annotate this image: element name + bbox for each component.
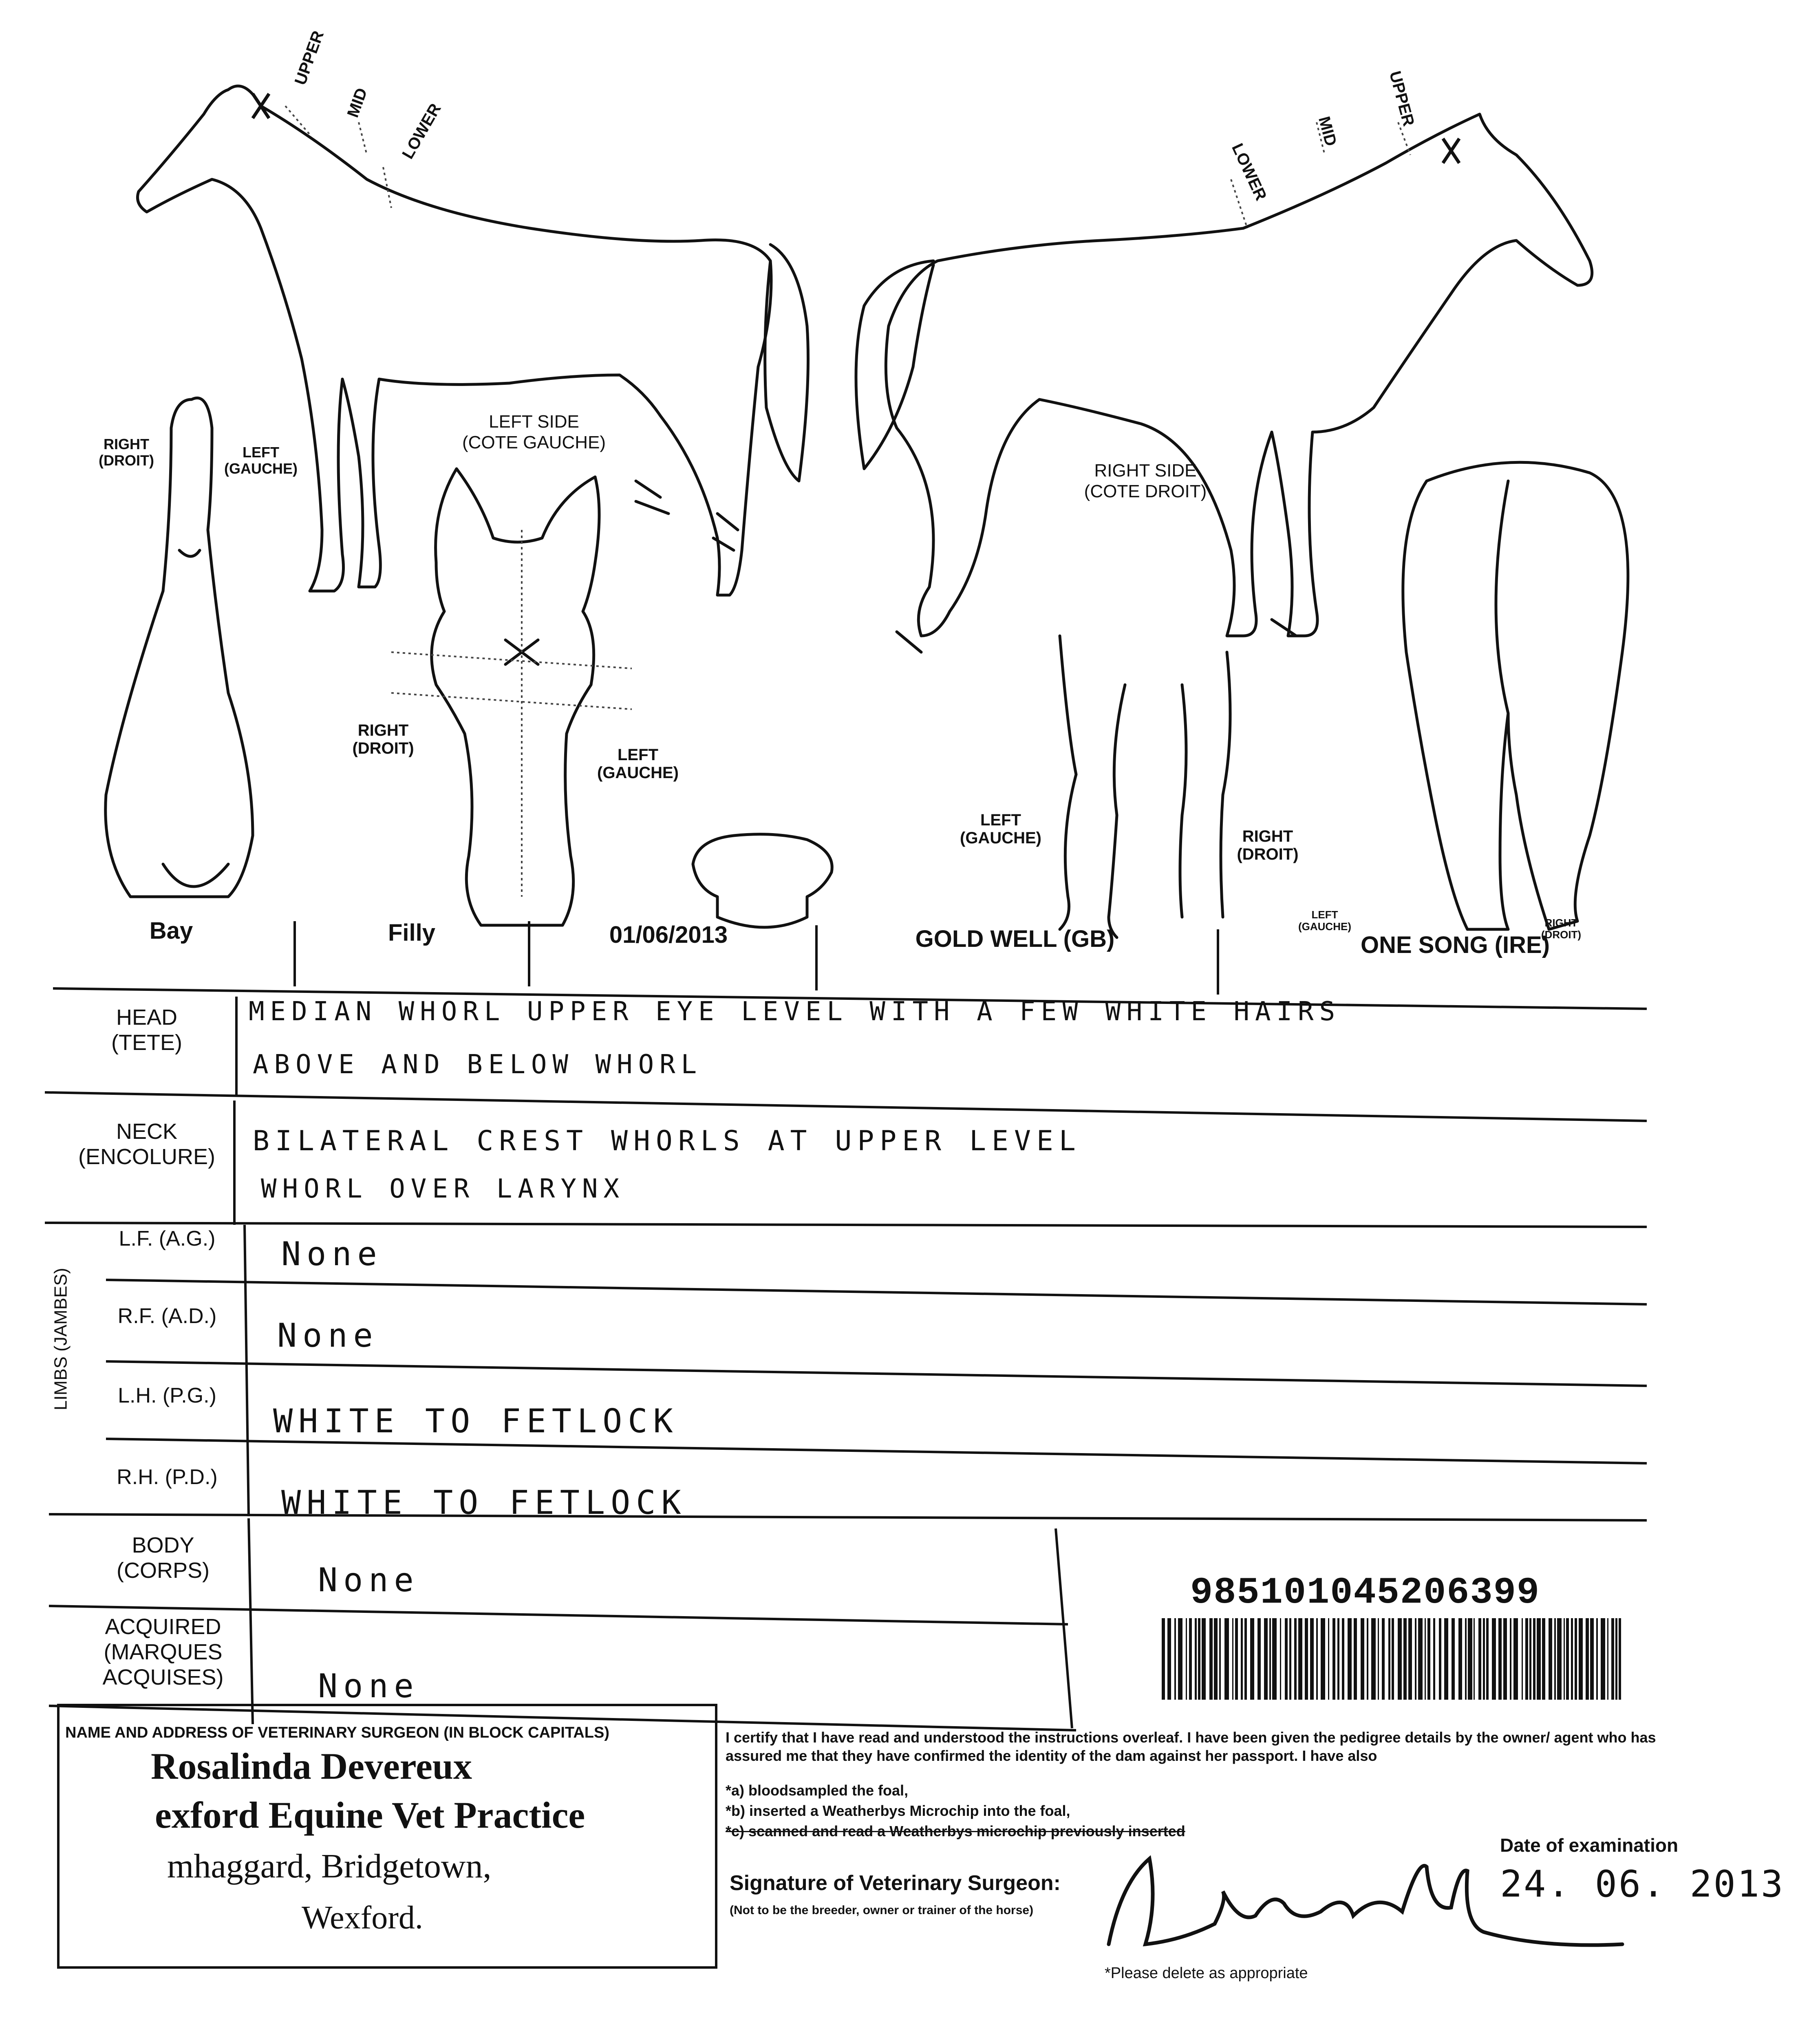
- barcode-bar: [1498, 1618, 1502, 1700]
- neck-right-label: RIGHT (DROIT): [99, 436, 154, 469]
- barcode-bar: [1403, 1618, 1407, 1700]
- barcode-bar: [1189, 1618, 1192, 1700]
- barcode-bar: [1224, 1618, 1229, 1700]
- barcode-bar: [1321, 1618, 1325, 1700]
- barcode-bar: [1579, 1618, 1583, 1700]
- barcode-bar: [1503, 1618, 1507, 1700]
- vet-address-line2: Wexford.: [302, 1900, 423, 1936]
- barcode-bar: [1235, 1618, 1238, 1700]
- barcode-bar: [1601, 1618, 1605, 1700]
- cert-item-a: *a) bloodsampled the foal,: [726, 1782, 909, 1799]
- barcode-bar: [1492, 1618, 1496, 1700]
- sire-value: GOLD WELL (GB): [915, 926, 1115, 952]
- barcode-bar: [1388, 1618, 1390, 1700]
- neck-level-lower-left: LOWER: [399, 100, 445, 162]
- neck-level-lower-right: LOWER: [1228, 141, 1270, 203]
- barcode-bar: [1542, 1618, 1545, 1700]
- vet-name: Rosalinda Devereux: [151, 1745, 472, 1787]
- barcode-bar: [1167, 1618, 1171, 1700]
- barcode-bar: [1367, 1618, 1368, 1700]
- barcode-bar: [1342, 1618, 1344, 1700]
- barcode-bar: [1328, 1618, 1329, 1700]
- certification-text: I certify that I have read and understood the instructions overleaf. I have been given the pedigree details by the owner/ agent who has assured me that they have confirmed the identity of the dam against her passport. I have also: [726, 1729, 1656, 1764]
- barcode-bar: [1378, 1618, 1379, 1700]
- rear-left-label: LEFT (GAUCHE): [1298, 909, 1351, 933]
- cert-item-b: *b) inserted a Weatherbys Microchip into the foal,: [726, 1802, 1070, 1819]
- head-left-label: LEFT (GAUCHE): [597, 746, 679, 782]
- barcode-bar: [1198, 1618, 1200, 1700]
- neck-left-label: LEFT (GAUCHE): [224, 444, 298, 477]
- barcode-bar: [1486, 1618, 1489, 1700]
- barcode-bar: [1478, 1618, 1481, 1700]
- barcode-bar: [1557, 1618, 1562, 1700]
- barcode-bar: [1427, 1618, 1430, 1700]
- date-value: 24. 06. 2013: [1500, 1863, 1785, 1906]
- barcode-bar: [1269, 1618, 1271, 1700]
- barcode-bar: [1510, 1618, 1511, 1700]
- barcode-bar: [1354, 1618, 1357, 1700]
- barcode-bar: [1219, 1618, 1221, 1700]
- barcode-bar: [1566, 1618, 1569, 1700]
- barcode-bar: [1418, 1618, 1423, 1700]
- barcode-bar: [1439, 1618, 1441, 1700]
- vet-address-line1: mhaggard, Bridgetown,: [167, 1847, 492, 1885]
- front-left-label: LEFT (GAUCHE): [960, 811, 1041, 847]
- barcode-bar: [1444, 1618, 1448, 1700]
- barcode-bar: [1615, 1618, 1617, 1700]
- head-row-label: HEAD (TETE): [111, 1005, 182, 1055]
- barcode-bar: [1371, 1618, 1376, 1700]
- microchip-number: 985101045206399: [1190, 1571, 1540, 1614]
- barcode-bar: [1392, 1618, 1394, 1700]
- body-row-label: BODY (CORPS): [117, 1533, 210, 1583]
- sex-value: Filly: [388, 920, 436, 946]
- barcode-bar: [1285, 1618, 1288, 1700]
- barcode-bar: [1468, 1618, 1472, 1700]
- barcode-bar: [1305, 1618, 1308, 1700]
- barcode-bar: [1465, 1618, 1467, 1700]
- barcode-bar: [1596, 1618, 1598, 1700]
- lf-label: L.F. (A.G.): [119, 1227, 216, 1251]
- lf-value: None: [281, 1235, 383, 1273]
- barcode-bar: [1272, 1618, 1277, 1700]
- signature-note: (Not to be the breeder, owner or trainer of the horse): [730, 1903, 1034, 1917]
- limbs-section-label: LIMBS (JAMBES): [51, 1268, 71, 1411]
- acquired-value: None: [318, 1667, 419, 1705]
- neck-level-upper-left: UPPER: [291, 28, 328, 88]
- right-side-label: RIGHT SIDE (COTE DROIT): [1084, 461, 1207, 501]
- cert-item-c: *c) scanned and read a Weatherbys microchip previously inserted: [726, 1823, 1185, 1839]
- rh-label: R.H. (P.D.): [117, 1465, 218, 1489]
- barcode-bar: [1425, 1618, 1426, 1700]
- barcode-bar: [1575, 1618, 1577, 1700]
- barcode-bar: [1525, 1618, 1528, 1700]
- barcode-bar: [1294, 1618, 1297, 1700]
- barcode-bar: [1458, 1618, 1462, 1700]
- barcode-bar: [1162, 1618, 1165, 1700]
- barcode-bar: [1289, 1618, 1291, 1700]
- barcode-bar: [1549, 1618, 1552, 1700]
- barcode-bar: [1619, 1618, 1621, 1700]
- neck-level-upper-right: UPPER: [1385, 69, 1418, 128]
- barcode-bar: [1361, 1618, 1364, 1700]
- barcode-bar: [1257, 1618, 1261, 1700]
- barcode-bar: [1452, 1618, 1455, 1700]
- neck-marking-line2: WHORL OVER LARYNX: [261, 1174, 625, 1204]
- head-marking-line2: ABOVE AND BELOW WHORL: [253, 1050, 703, 1080]
- barcode-bar: [1398, 1618, 1402, 1700]
- vet-practice: exford Equine Vet Practice: [155, 1794, 585, 1836]
- barcode-bar: [1513, 1618, 1518, 1700]
- barcode-bar: [1298, 1618, 1302, 1700]
- colour-value: Bay: [149, 918, 193, 944]
- barcode-bar: [1337, 1618, 1339, 1700]
- barcode-bar: [1554, 1618, 1556, 1700]
- barcode-bar: [1522, 1618, 1523, 1700]
- signature-image: [1092, 1842, 1683, 1965]
- barcode-bar: [1590, 1618, 1594, 1700]
- lh-label: L.H. (P.G.): [118, 1384, 216, 1407]
- body-value: None: [318, 1561, 419, 1599]
- barcode-bar: [1586, 1618, 1589, 1700]
- dob-value: 01/06/2013: [609, 922, 728, 948]
- barcode-bar: [1415, 1618, 1416, 1700]
- lh-value: WHITE TO FETLOCK: [273, 1402, 679, 1440]
- barcode-bar: [1178, 1618, 1182, 1700]
- barcode-bar: [1607, 1618, 1608, 1700]
- rh-value: WHITE TO FETLOCK: [281, 1484, 687, 1522]
- date-label: Date of examination: [1500, 1835, 1679, 1856]
- barcode-bar: [1310, 1618, 1314, 1700]
- barcode-bar: [1474, 1618, 1475, 1700]
- barcode-bar: [1316, 1618, 1318, 1700]
- barcode-bar: [1348, 1618, 1352, 1700]
- barcode-bar: [1332, 1618, 1335, 1700]
- neck-row-label: NECK (ENCOLURE): [78, 1119, 216, 1169]
- barcode-bar: [1186, 1618, 1187, 1700]
- barcode-bar: [1537, 1618, 1541, 1700]
- signature-label: Signature of Veterinary Surgeon:: [730, 1871, 1061, 1895]
- neck-marking-line1: BILATERAL CREST WHORLS AT UPPER LEVEL: [253, 1125, 1081, 1157]
- head-marking-line1: MEDIAN WHORL UPPER EYE LEVEL WITH A FEW WHITE HAIRS: [249, 997, 1341, 1027]
- barcode-bar: [1214, 1618, 1218, 1700]
- barcode-bar: [1195, 1618, 1197, 1700]
- delete-note: *Please delete as appropriate: [1105, 1965, 1308, 1982]
- barcode-bar: [1533, 1618, 1535, 1700]
- barcode-bar: [1264, 1618, 1268, 1700]
- left-side-label: LEFT SIDE (COTE GAUCHE): [462, 412, 606, 452]
- barcode-bar: [1250, 1618, 1254, 1700]
- barcode-bar: [1483, 1618, 1485, 1700]
- barcode-bar: [1232, 1618, 1233, 1700]
- barcode-bar: [1280, 1618, 1281, 1700]
- barcode-bar: [1564, 1618, 1565, 1700]
- barcode-bar: [1611, 1618, 1614, 1700]
- barcode-bar: [1433, 1618, 1435, 1700]
- barcode-bar: [1209, 1618, 1213, 1700]
- dam-value: ONE SONG (IRE): [1360, 932, 1550, 958]
- acquired-row-label: ACQUIRED (MARQUES ACQUISES): [102, 1615, 224, 1690]
- barcode-bar: [1382, 1618, 1385, 1700]
- rear-right-label: RIGHT (DROIT): [1541, 917, 1582, 941]
- rf-label: R.F. (A.D.): [117, 1304, 217, 1328]
- microchip-barcode: [1162, 1618, 1626, 1700]
- barcode-bar: [1202, 1618, 1206, 1700]
- vet-box-heading: NAME AND ADDRESS OF VETERINARY SURGEON (IN BLOCK CAPITALS): [65, 1724, 609, 1741]
- barcode-bar: [1241, 1618, 1243, 1700]
- barcode-bar: [1244, 1618, 1247, 1700]
- neck-level-mid-right: MID: [1315, 114, 1340, 148]
- front-right-label: RIGHT (DROIT): [1237, 827, 1299, 863]
- head-right-label: RIGHT (DROIT): [352, 721, 414, 757]
- rf-value: None: [277, 1317, 379, 1354]
- barcode-bar: [1174, 1618, 1176, 1700]
- barcode-bar: [1408, 1618, 1412, 1700]
- barcode-bar: [1529, 1618, 1531, 1700]
- neck-level-mid-left: MID: [344, 86, 371, 120]
- barcode-bar: [1571, 1618, 1573, 1700]
